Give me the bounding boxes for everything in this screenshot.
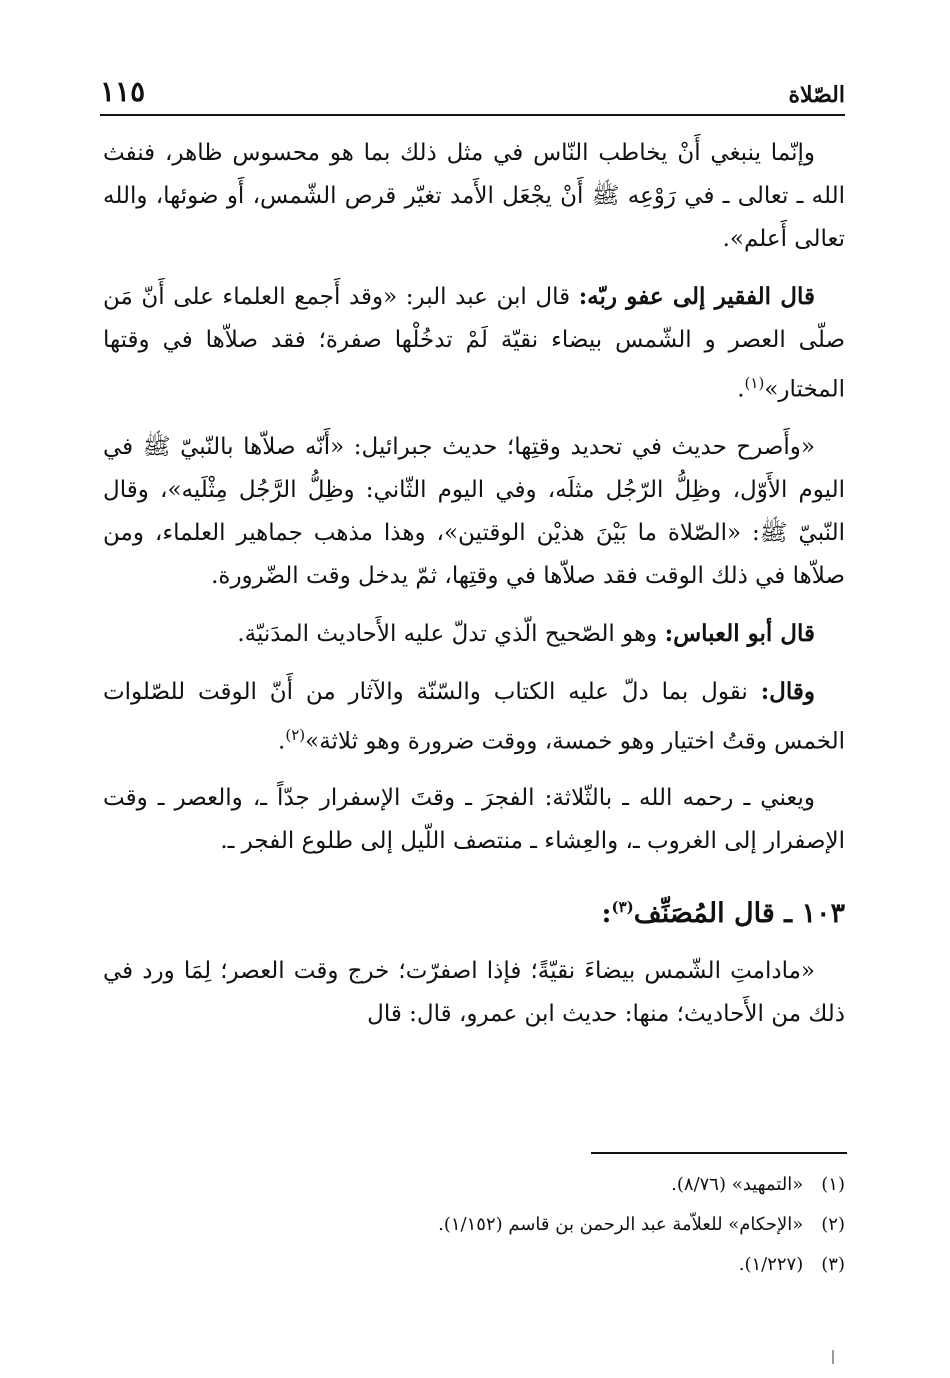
paragraph: «مادامتِ الشّمس بيضاءَ نقيّةً؛ فإذا اصفرّت؛ خرج وقت العصر؛ لِمَا ورد في ذلك من الأَحاديث؛ منها: حديث ابن عمرو، قال: قال bbox=[103, 958, 845, 1028]
paragraph: «وأَصرح حديث في تحديد وقتِها؛ حديث جبرائيل: «أَنّه صلاّها بالنّبيّ ﷺ في اليوم الأَوّل، وظِلُّ الرّجُل مثلَه، وفي اليوم الثّاني: وظِلُّ الرَّجُل مِثْلَيه»، وقال النّبيّ ﷺ: «الصّلاة ما بَيْنَ هذيْن الوقتين»، وهذا مذهب جماهير العلماء، ومن صلاّها في ذلك الوقت فقد صلاّها في وقتِها، ثمّ يدخل وقت الضّرورة. bbox=[103, 433, 845, 589]
footnote-marker: (٣) bbox=[611, 898, 634, 917]
page-number: ١١٥ bbox=[100, 75, 146, 108]
paragraph: قال الفقير إلى عفو ربّه: قال ابن عبد البر: «وقد أَجمع العلماء على أَنّ مَن صلّى العصر و الشّمس بيضاء نقيّة لَمْ تدخُلْها صفرة؛ فقد صلاّها في وقتها المختار»$^{(١)}$. bbox=[103, 283, 845, 403]
footnote bbox=[300, 1165, 845, 1205]
main-text bbox=[103, 132, 845, 1050]
paragraph: ويعني ـ رحمه الله ـ بالثّلاثة: الفجرَ ـ وقتَ الإسفرار جدّاً ـ، والعصر ـ وقت الإصفرار إلى الغروب ـ، والعِشاء ـ منتصف اللّيل إلى طلوع الفجر ـ. bbox=[103, 785, 845, 855]
footnote-number: (٢) bbox=[821, 1214, 845, 1235]
footnotes bbox=[300, 1165, 845, 1285]
paragraph: قال أبو العباس: وهو الصّحيح الّذي تدلّ عليه الأَحاديث المدَنيّة. bbox=[237, 619, 815, 647]
scan-mark bbox=[832, 1350, 834, 1364]
footnote-marker: (١) bbox=[744, 374, 765, 392]
footnote-number: (٣) bbox=[821, 1254, 845, 1275]
speaker-label: قال أبو العباس: bbox=[664, 619, 815, 647]
footnote bbox=[300, 1245, 845, 1285]
page-header bbox=[100, 68, 845, 116]
footnote-number: (١) bbox=[821, 1174, 845, 1195]
footnote-text: «الإحكام» للعلاّمة عبد الرحمن بن قاسم (١/١٥٢). bbox=[438, 1214, 804, 1235]
footnote-divider bbox=[591, 1152, 847, 1154]
speaker-label: وقال: bbox=[760, 677, 815, 705]
footnote-text: «التمهيد» (٨/٧٦). bbox=[671, 1174, 804, 1195]
footnote-text: (١/٢٢٧). bbox=[738, 1254, 804, 1275]
section-heading: ١٠٣ ـ قال المُصَنِّف$^{(٣)}$: bbox=[601, 898, 845, 930]
speaker-label: قال الفقير إلى عفو ربّه: bbox=[578, 283, 815, 310]
running-title: الصّلاة bbox=[788, 82, 845, 108]
paragraph: وقال: نقول بما دلّ عليه الكتاب والسّنّة والآثار من أَنّ الوقت للصّلوات الخمس وقتُ اختيار وهو خمسة، ووقت ضرورة وهو ثلاثة»$^{(٢)}$. bbox=[103, 677, 845, 755]
footnote bbox=[300, 1205, 845, 1245]
paragraph: وإنّما ينبغي أَنْ يخاطب النّاس في مثل ذلك بما هو محسوس ظاهر، فنفث الله ـ تعالى ـ في رَوْعِه ﷺ أَنْ يجْعَل الأَمد تغيّر قرص الشّمس، أَو ضوئها، والله تعالى أَعلم». bbox=[103, 140, 845, 252]
footnote-marker: (٢) bbox=[285, 725, 306, 744]
